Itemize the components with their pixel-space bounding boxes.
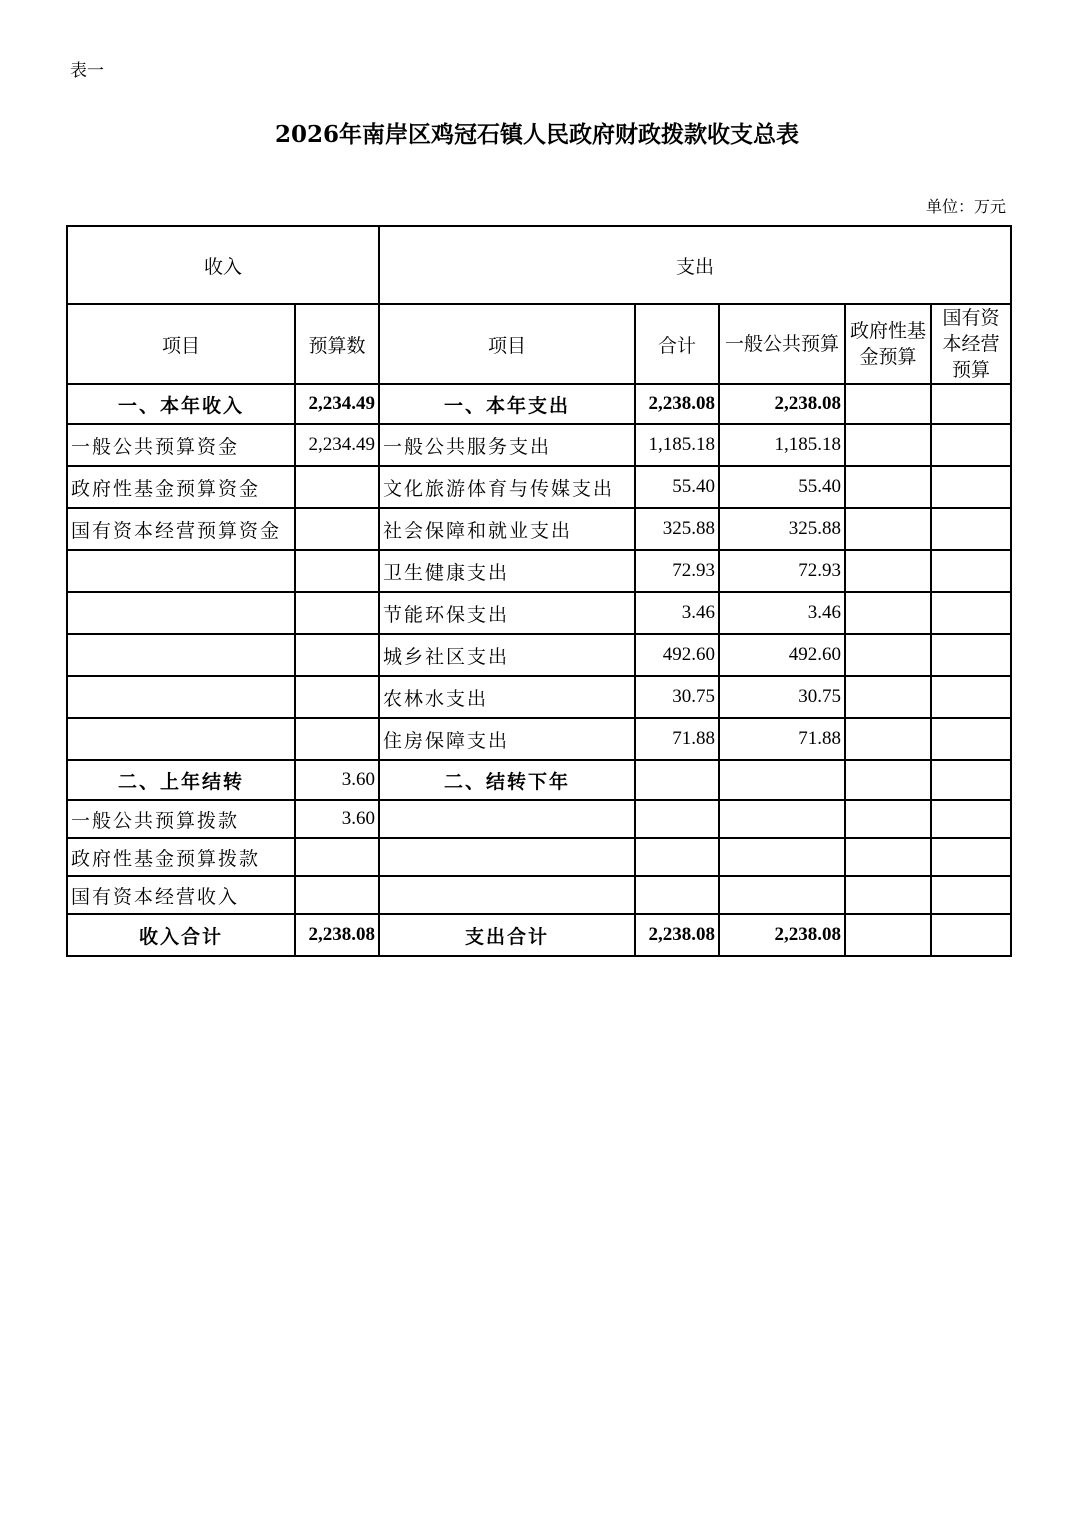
general-budget-cell: 325.88 [719,508,845,550]
general-budget-header: 一般公共预算 [719,304,845,384]
table-row [67,550,1011,592]
expense-item-cell: 卫生健康支出 [379,550,635,592]
table-row [67,914,1011,956]
gov-fund-cell [845,634,931,676]
income-value-cell [295,838,379,876]
income-value-cell [295,508,379,550]
expense-header: 支出 [379,226,1011,304]
total-cell: 325.88 [635,508,719,550]
table-row [67,384,1011,424]
income-value-cell [295,592,379,634]
income-item-cell: 一、本年收入 [67,384,295,424]
total-cell: 71.88 [635,718,719,760]
general-budget-cell: 3.46 [719,592,845,634]
general-budget-cell [719,760,845,800]
state-capital-cell [931,914,1011,956]
gov-fund-cell [845,838,931,876]
state-capital-cell [931,838,1011,876]
table-row [67,760,1011,800]
expense-item-cell: 社会保障和就业支出 [379,508,635,550]
expense-item-cell: 一般公共服务支出 [379,424,635,466]
expense-item-cell: 文化旅游体育与传媒支出 [379,466,635,508]
state-capital-cell [931,718,1011,760]
general-budget-cell: 72.93 [719,550,845,592]
total-cell: 72.93 [635,550,719,592]
state-capital-cell [931,800,1011,838]
general-budget-cell: 30.75 [719,676,845,718]
state-capital-cell [931,384,1011,424]
income-value-cell: 3.60 [295,800,379,838]
general-budget-cell [719,876,845,914]
gov-fund-cell [845,384,931,424]
income-item-cell: 一般公共预算拨款 [67,800,295,838]
gov-fund-cell [845,508,931,550]
expense-item-cell: 住房保障支出 [379,718,635,760]
gov-fund-cell [845,718,931,760]
gov-fund-header: 政府性基金预算 [845,304,931,384]
state-capital-header: 国有资本经营预算 [931,304,1011,384]
expense-item-cell [379,838,635,876]
income-item-cell [67,592,295,634]
state-capital-cell [931,592,1011,634]
table-row [67,676,1011,718]
total-cell: 492.60 [635,634,719,676]
general-budget-cell: 71.88 [719,718,845,760]
total-cell [635,760,719,800]
budget-table [66,225,1012,957]
total-cell: 30.75 [635,676,719,718]
expense-item-cell [379,876,635,914]
income-item-cell: 二、上年结转 [67,760,295,800]
gov-fund-cell [845,424,931,466]
general-budget-cell: 55.40 [719,466,845,508]
income-item-cell [67,718,295,760]
general-budget-cell: 2,238.08 [719,914,845,956]
budget-header: 预算数 [295,304,379,384]
income-value-cell: 2,234.49 [295,384,379,424]
gov-fund-cell [845,466,931,508]
gov-fund-cell [845,914,931,956]
total-cell [635,876,719,914]
total-cell: 2,238.08 [635,914,719,956]
gov-fund-cell [845,592,931,634]
general-budget-cell: 2,238.08 [719,384,845,424]
income-value-cell [295,634,379,676]
income-value-cell: 3.60 [295,760,379,800]
income-item-cell: 国有资本经营预算资金 [67,508,295,550]
income-item-cell: 国有资本经营收入 [67,876,295,914]
state-capital-cell [931,466,1011,508]
income-value-cell [295,466,379,508]
state-capital-cell [931,876,1011,914]
state-capital-cell [931,508,1011,550]
income-value-cell [295,550,379,592]
table-row [67,800,1011,838]
expense-item-cell: 二、结转下年 [379,760,635,800]
table-row [67,592,1011,634]
page-title: 2026年南岸区鸡冠石镇人民政府财政拨款收支总表 [274,121,799,148]
income-value-cell [295,718,379,760]
income-header: 收入 [67,226,379,304]
table-body [67,384,1011,956]
expense-item-cell: 节能环保支出 [379,592,635,634]
total-cell: 2,238.08 [635,384,719,424]
income-item-cell: 政府性基金预算拨款 [67,838,295,876]
income-item-header: 项目 [67,304,295,384]
total-cell: 1,185.18 [635,424,719,466]
state-capital-cell [931,676,1011,718]
total-cell: 3.46 [635,592,719,634]
total-cell [635,838,719,876]
general-budget-cell [719,838,845,876]
unit-label: 单位：万元 [925,197,1006,216]
income-value-cell: 2,238.08 [295,914,379,956]
income-value-cell [295,676,379,718]
table-row [67,838,1011,876]
state-capital-cell [931,634,1011,676]
income-value-cell [295,876,379,914]
general-budget-cell: 1,185.18 [719,424,845,466]
income-value-cell: 2,234.49 [295,424,379,466]
gov-fund-cell [845,760,931,800]
table-row [67,876,1011,914]
state-capital-cell [931,424,1011,466]
income-item-cell: 一般公共预算资金 [67,424,295,466]
total-cell: 55.40 [635,466,719,508]
general-budget-cell: 492.60 [719,634,845,676]
expense-item-cell: 农林水支出 [379,676,635,718]
income-item-cell [67,634,295,676]
total-cell [635,800,719,838]
expense-item-cell [379,800,635,838]
income-item-cell [67,676,295,718]
general-budget-cell [719,800,845,838]
income-item-cell [67,550,295,592]
table-row [67,424,1011,466]
expense-item-header: 项目 [379,304,635,384]
table-row [67,634,1011,676]
expense-item-cell: 支出合计 [379,914,635,956]
total-header: 合计 [635,304,719,384]
gov-fund-cell [845,876,931,914]
income-item-cell: 收入合计 [67,914,295,956]
gov-fund-cell [845,676,931,718]
state-capital-cell [931,550,1011,592]
gov-fund-cell [845,550,931,592]
table-row [67,718,1011,760]
expense-item-cell: 一、本年支出 [379,384,635,424]
table-row [67,508,1011,550]
gov-fund-cell [845,800,931,838]
state-capital-cell [931,760,1011,800]
table-number: 表一 [70,61,104,81]
income-item-cell: 政府性基金预算资金 [67,466,295,508]
table-row [67,466,1011,508]
expense-item-cell: 城乡社区支出 [379,634,635,676]
